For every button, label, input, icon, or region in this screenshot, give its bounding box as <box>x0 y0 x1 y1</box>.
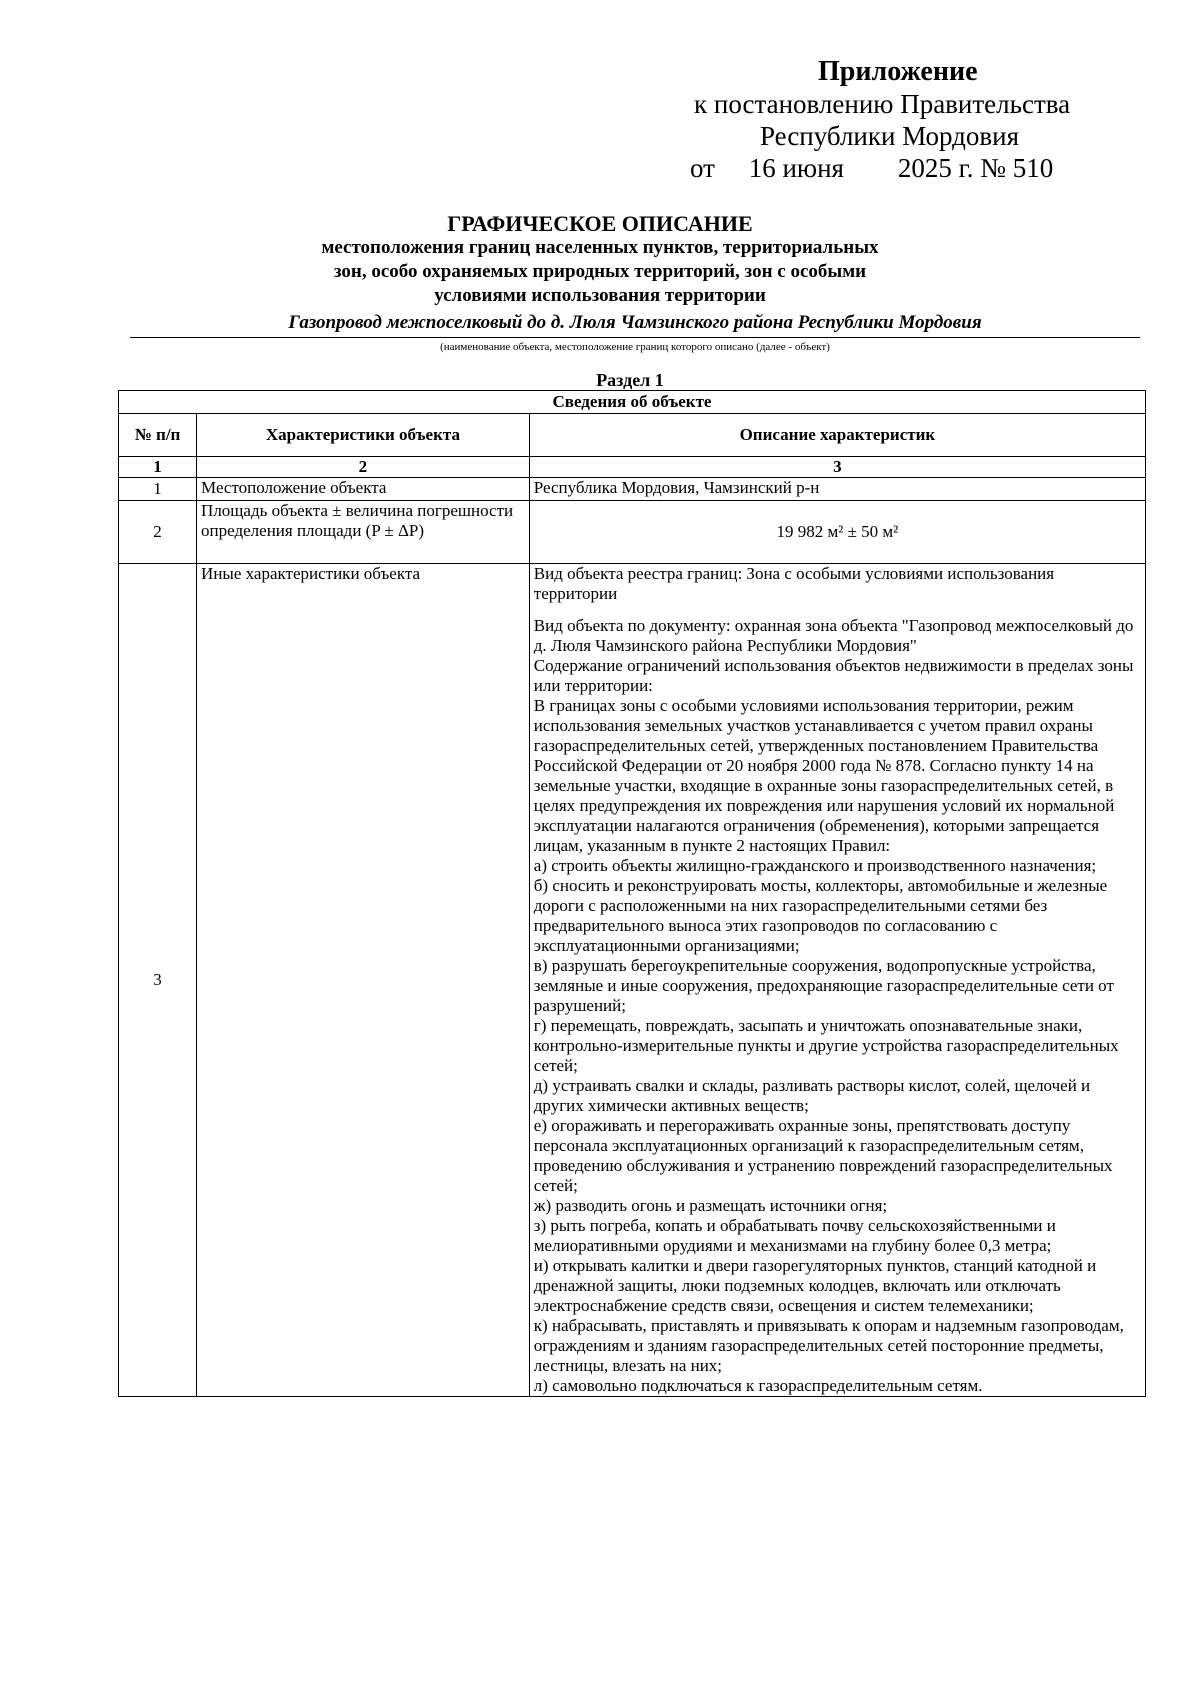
row-2-value: 19 982 м² ± 50 м² <box>529 501 1145 564</box>
table-title-row <box>119 391 1146 414</box>
row-2-number: 2 <box>119 501 197 564</box>
row-3-line: г) перемещать, повреждать, засыпать и уничтожать опознавательные знаки, контрольно-измерительные пункты и другие устройства газораспределительных сетей; <box>533 1016 1119 1075</box>
table-row <box>119 564 1146 1397</box>
row-3-line: ж) разводить огонь и размещать источники огня; <box>533 1196 888 1215</box>
row-1-value: Республика Мордовия, Чамзинский р-н <box>529 478 1145 501</box>
row-1-name: Местоположение объекта <box>197 478 530 501</box>
annex-line-1: к постановлению Правительства <box>694 89 1071 119</box>
row-3-line: Вид объекта по документу: охранная зона объекта "Газопровод межпоселковый до д. Люля Чамзинского района Республики Мордовия" <box>533 616 1134 655</box>
table-row <box>119 478 1146 501</box>
annex-header <box>690 56 1150 184</box>
document-subtitle-1: местоположения границ населенных пунктов, территориальных <box>321 237 879 258</box>
object-caption: (наименование объекта, местоположение границ которого описано (далее - объект) <box>440 341 830 353</box>
document-title-block <box>200 212 1000 308</box>
header-num-3: 3 <box>529 457 1145 478</box>
row-3-number: 3 <box>119 564 197 1397</box>
row-3-line: в) разрушать берегоукрепительные сооружения, водопропускные устройства, земляные и иные сооружения, предохраняющие газораспределительные сети от разрушений; <box>533 956 1114 1015</box>
row-3-line: л) самовольно подключаться к газораспределительным сетям. <box>533 1376 983 1395</box>
paragraph-gap <box>534 604 1141 616</box>
header-num-1: 1 <box>119 457 197 478</box>
header-characteristic: Характеристики объекта <box>197 414 530 457</box>
annex-title: Приложение <box>818 56 978 87</box>
row-3-line: д) устраивать свалки и склады, разливать растворы кислот, солей, щелочей и других химически активных веществ; <box>533 1076 1091 1115</box>
table-row <box>119 501 1146 564</box>
header-description: Описание характеристик <box>529 414 1145 457</box>
header-num-2: 2 <box>197 457 530 478</box>
document-subtitle-2: зон, особо охраняемых природных территорий, зон с особыми <box>333 261 867 282</box>
row-3-line: и) открывать калитки и двери газорегуляторных пунктов, станций катодной и дренажной защиты, люки подземных колодцев, включать или отключать электроснабжение средств связи, освещения и систем телемеханики; <box>533 1256 1097 1315</box>
document-title: ГРАФИЧЕСКОЕ ОПИСАНИЕ <box>447 211 753 236</box>
row-2-name: Площадь объекта ± величина погрешности определения площади (P ± ΔP) <box>197 501 530 564</box>
row-3-line: б) сносить и реконструировать мосты, коллекторы, автомобильные и железные дороги с расположенными на них газораспределительными сетями без предварительного выноса этих газопроводов по согласованию с эксплуатационными организациями; <box>533 876 1108 955</box>
annex-line-2: Республики Мордовия <box>760 121 1020 151</box>
row-1-number: 1 <box>119 478 197 501</box>
section-title: Раздел 1 <box>596 370 664 390</box>
row-3-line: а) строить объекты жилищно-гражданского и производственного назначения; <box>533 856 1097 875</box>
row-3-line: з) рыть погреба, копать и обрабатывать почву сельскохозяйственными и мелиоративными орудиями и механизмами на глубину более 0,3 метра; <box>533 1216 1056 1255</box>
header-number: № п/п <box>119 414 197 457</box>
object-name-underline <box>130 337 1140 338</box>
row-3-line: В границах зоны с особыми условиями использования территории, режим использования земельных участков устанавливается с учетом правил охраны газораспределительных сетей, утвержденных постановлением Правительства Российской Федерации от 20 ноября 2000 года № 878. Согласно пункту 14 на земельные участки, входящие в охранные зоны газораспределительных сетей, в целях предупреждения их повреждения или нарушения условий их нормальной эксплуатации налагаются ограничения (обременения), которыми запрещается лицам, указанным в пункте 2 настоящих Правил: <box>533 696 1115 855</box>
row-3-object-type: Вид объекта реестра границ: Зона с особыми условиями использования территории <box>533 564 1055 603</box>
row-3-line: Содержание ограничений использования объектов недвижимости в пределах зоны или территории: <box>533 656 1134 695</box>
table-header-row <box>119 414 1146 457</box>
document-subtitle-3: условиями использования территории <box>434 285 766 306</box>
row-3-value <box>529 564 1145 1397</box>
row-3-line: е) огораживать и перегораживать охранные зоны, препятствовать доступу персонала эксплуатационных организаций к газораспределительным сетям, проведению обслуживания и устранению повреждений газораспределительных сетей; <box>533 1116 1113 1195</box>
object-info-table <box>118 390 1146 1397</box>
annex-line-date-number: от 16 июня 2025 г. № 510 <box>690 153 1054 183</box>
table-header-numbers-row <box>119 457 1146 478</box>
row-3-name: Иные характеристики объекта <box>197 564 530 1397</box>
table-title: Сведения об объекте <box>119 391 1146 414</box>
row-3-line: к) набрасывать, приставлять и привязывать к опорам и надземным газопроводам, ограждениям и зданиям газораспределительных сетей посторонние предметы, лестницы, влезать на них; <box>533 1316 1124 1375</box>
object-name: Газопровод межпоселковый до д. Люля Чамзинского района Республики Мордовия <box>288 312 982 333</box>
